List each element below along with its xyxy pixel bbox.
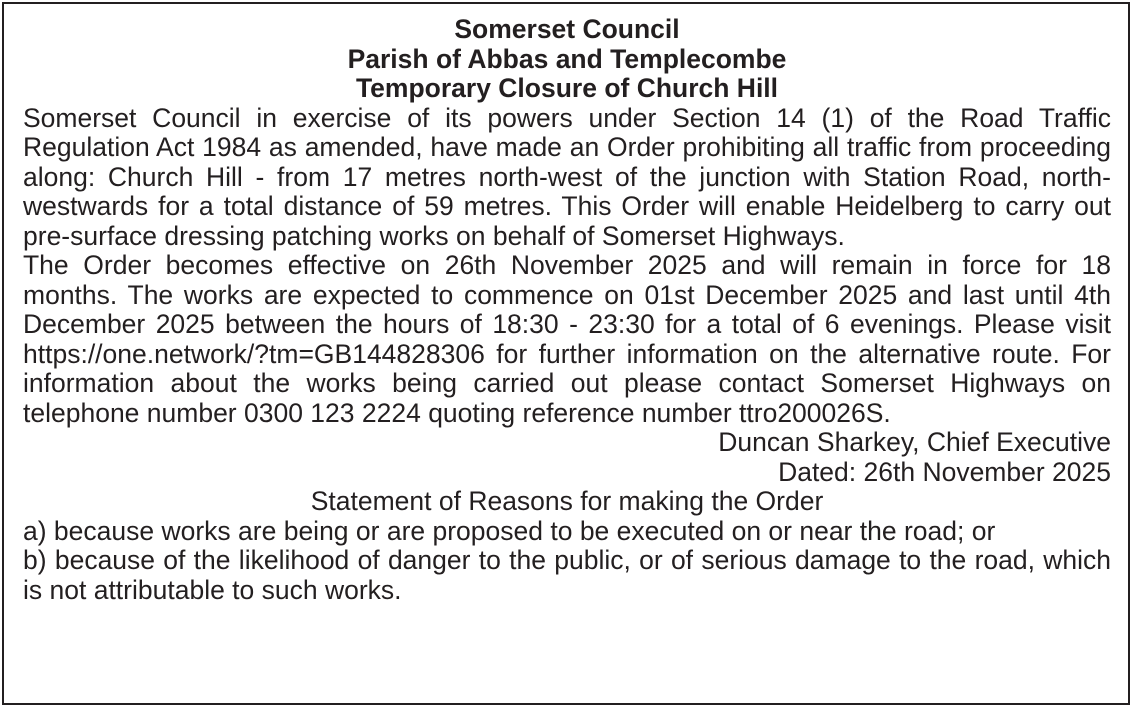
details-paragraph: The Order becomes effective on 26th November 2025 and will remain in force for 18 months. The works are expected to commence on 01st December 2025 and last until 4th December 2025 between the hours of 18:30 - 23:30 for a total of 6 evenings. Please visit https://one.network/?tm=GB144828306 for further information on the alternative route. For information about the works being carried out please contact Somerset Highways on telephone number 0300 123 2224 quoting reference number ttro200026S. [23, 250, 1111, 428]
reasons-heading: Statement of Reasons for making the Order [310, 486, 824, 516]
order-paragraph: Somerset Council in exercise of its powers under Section 14 (1) of the Road Traffic Regulation Act 1984 as amended, have made an Order prohibiting all traffic from proceeding along: Church Hill - from 17 metres north-west of the junction with Station Road, north-westwards for a total distance of 59 metres. This Order will enable Heidelberg to carry out pre-surface dressing patching works on behalf of Somerset Highways. [23, 102, 1111, 251]
public-notice [2, 2, 1130, 705]
signatory: Duncan Sharkey, Chief Executive [718, 427, 1111, 457]
dated-line: Dated: 26th November 2025 [778, 456, 1111, 487]
parish-heading: Parish of Abbas and Templecombe [347, 43, 787, 74]
council-heading: Somerset Council [454, 14, 680, 44]
notice-title: Temporary Closure of Church Hill [355, 73, 779, 103]
reason-b: b) because of the likelihood of danger to the public, or of serious damage to the road, which is not attributable to such works. [23, 545, 1111, 605]
reason-a: a) because works are being or are proposed to be executed on or near the road; or [23, 515, 996, 546]
